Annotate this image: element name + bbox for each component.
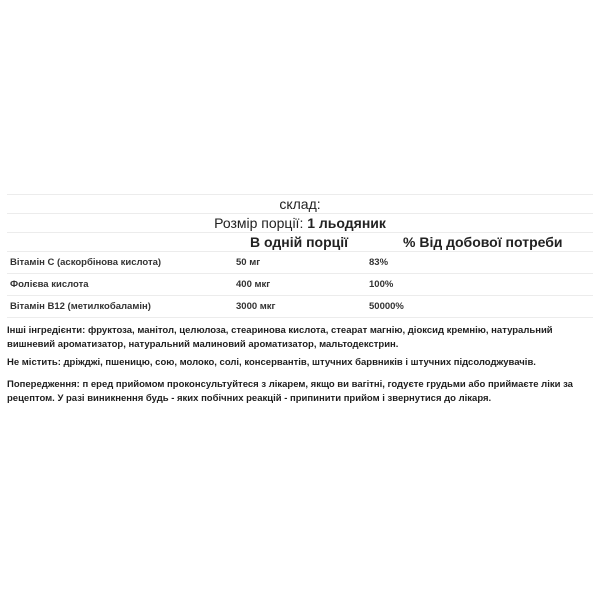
nutrient-daily-value: 83%: [369, 257, 389, 268]
supplement-facts-panel: [7, 194, 593, 318]
nutrient-amount: 3000 мкг: [236, 301, 276, 312]
column-header-daily-value: % Від добової потреби: [403, 234, 563, 250]
other-ingredients-text: Інші інгредієнти: фруктоза, манітол, целюлоза, стеаринова кислота, стеарат магнію, діоксид кремнію, натуральний вишневий ароматизатор, натуральний малиновий ароматизатор, мальтодекстрин.: [7, 325, 553, 350]
nutrient-name: Вітамін В12 (метилкобаламін): [10, 301, 151, 312]
composition-title-row: [7, 194, 593, 213]
table-row: [7, 295, 593, 318]
column-header-per-serving: В одній порції: [250, 234, 349, 250]
nutrient-amount: 400 мкг: [236, 279, 271, 290]
composition-title: склад:: [279, 196, 321, 212]
table-row: [7, 251, 593, 273]
serving-size-label: Розмір порції:: [214, 215, 308, 231]
nutrient-daily-value: 50000%: [369, 301, 404, 312]
free-from-text: Не містить: дріжджі, пшеницю, сою, молоко, солі, консервантів, штучних барвників і штучних підсолоджувачів.: [7, 357, 536, 368]
nutrient-name: Вітамін С (аскорбінова кислота): [10, 257, 162, 268]
nutrient-name: Фолієва кислота: [10, 279, 89, 290]
table-header-row: [7, 232, 593, 251]
table-row: [7, 273, 593, 295]
serving-size-row: [7, 213, 593, 232]
warning-text: Попередження: п еред прийомом проконсультуйтеся з лікарем, якщо ви вагітні, годуєте грудьми або приймаєте ліки за рецептом. У разі виникнення будь - яких побічних реакцій - припинити прийом і звернутися до лікаря.: [7, 379, 573, 404]
nutrient-amount: 50 мг: [236, 257, 261, 268]
serving-size-value: 1 льодяник: [307, 215, 386, 231]
nutrient-daily-value: 100%: [369, 279, 394, 290]
